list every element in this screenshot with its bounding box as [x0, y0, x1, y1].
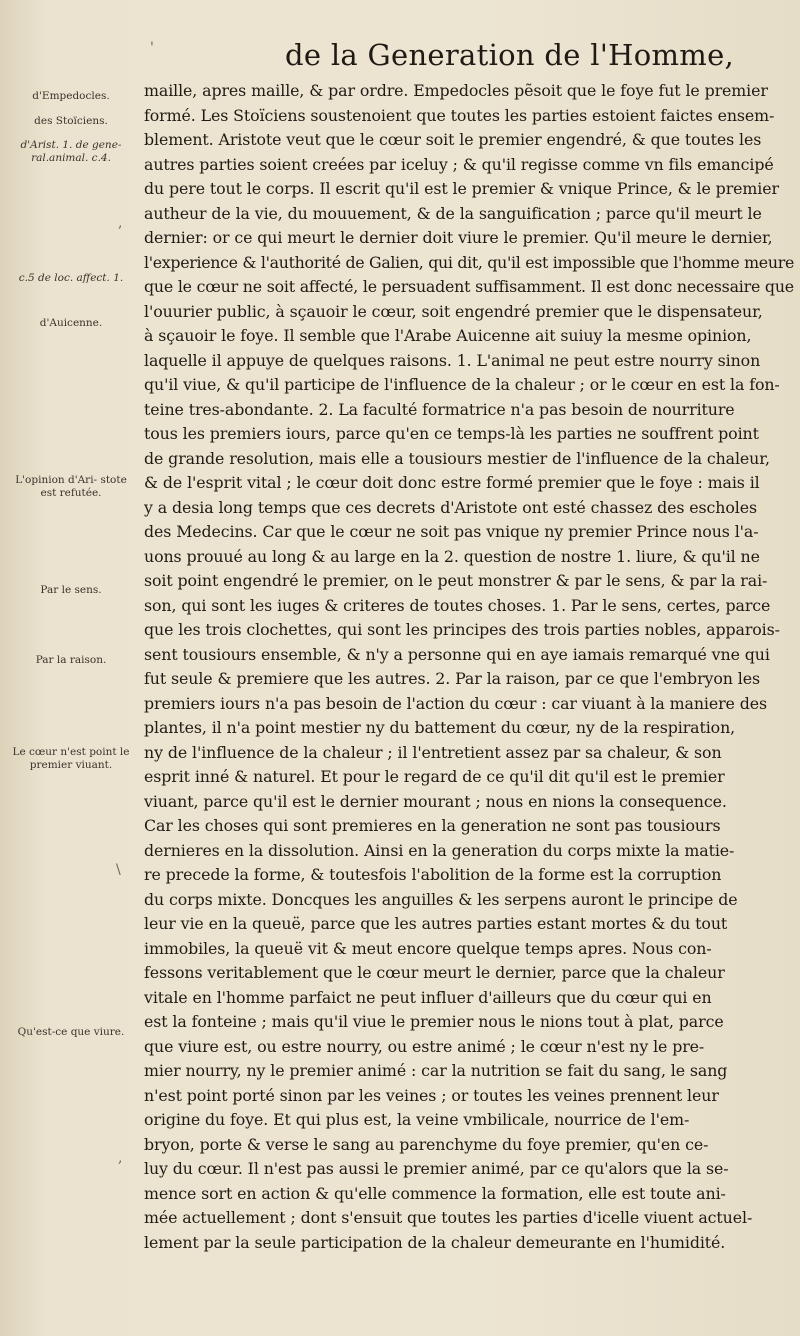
text-line: soit point engendré le premier, on le peut monstrer & par le sens, & par la rai-: [144, 571, 768, 590]
text-line: vitale en l'homme parfaict ne peut influer d'ailleurs que du cœur qui en: [144, 987, 712, 1007]
text-line: dernieres en la dissolution. Ainsi en la generation du corps mixte la matie-: [144, 840, 735, 860]
text-line: n'est point porté sinon par les veines ; or toutes les veines prennent leur: [144, 1085, 719, 1105]
margin-note: Par le sens.: [40, 584, 102, 596]
text-line: dernier: or ce qui meurt le dernier doit viure le premier. Qu'il meure le dernier,: [144, 228, 773, 247]
text-line: des Medecins. Car que le cœur ne soit pas vnique ny premier Prince nous l'a-: [144, 522, 759, 541]
text-line: & de l'esprit vital ; le cœur doit donc estre formé premier que le foye : mais il: [144, 473, 760, 492]
ink-mark: ,: [118, 215, 123, 231]
margin-note: Qu'est-ce que viure.: [17, 1026, 125, 1038]
text-line: Car les choses qui sont premieres en la generation ne sont pas tousiours: [144, 816, 721, 835]
ink-mark: ': [150, 40, 154, 56]
text-line: lement par la seule participation de la chaleur demeurante en l'humidité.: [144, 1232, 726, 1252]
text-line: tous les premiers iours, parce qu'en ce temps-là les parties ne souffrent point: [144, 424, 759, 443]
text-line: blement. Aristote veut que le cœur soit le premier engendré, & que toutes les: [144, 130, 762, 149]
text-line: re precede la forme, & toutesfois l'abolition de la forme est la corruption: [144, 865, 722, 884]
text-line: esprit inné & naturel. Et pour le regard de ce qu'il dit qu'il est le premier: [144, 767, 725, 786]
text-line: sent tousiours ensemble, & n'y a personne qui en aye iamais remarqué vne qui: [144, 644, 770, 664]
text-line: luy du cœur. Il n'est pas aussi le premier animé, par ce qu'alors que la se-: [144, 1159, 729, 1178]
margin-note: c.5 de loc. affect. 1.: [18, 272, 124, 284]
text-line: plantes, il n'a point mestier ny du battement du cœur, ny de la respiration,: [144, 718, 736, 737]
text-line: à sçauoir le foye. Il semble que l'Arabe Auicenne ait suiuy la mesme opinion,: [144, 326, 752, 345]
margin-note: d'Arist. 1. de gene- ral.animal. c.4.: [20, 139, 122, 164]
text-line: du corps mixte. Doncques les anguilles & les serpens auront le principe de: [144, 889, 738, 909]
text-line: uons prouué au long & au large en la 2. question de nostre 1. liure, & qu'il ne: [144, 546, 760, 566]
text-line: bryon, porte & verse le sang au parenchyme du foye premier, qu'en ce-: [144, 1134, 709, 1154]
text-line: l'experience & l'authorité de Galien, qui dit, qu'il est impossible que l'homme meure: [144, 252, 794, 272]
text-line: formé. Les Stoïciens soustenoient que toutes les parties estoient faictes ensem-: [144, 105, 775, 125]
text-line: autres parties soient creées par iceluy ; & qu'il regisse comme vn fils emancipé: [144, 154, 774, 174]
text-line: l'ouurier public, à sçauoir le cœur, soit engendré premier que le dispensateur,: [144, 301, 763, 321]
text-line: que le cœur ne soit affecté, le persuadent suffisamment. Il est donc necessaire que: [144, 277, 794, 296]
margin-note: Par la raison.: [35, 654, 107, 666]
margin-note: Le cœur n'est point le premier viuant.: [12, 746, 130, 771]
text-line: fut seule & premiere que les autres. 2. Par la raison, par ce que l'embryon les: [144, 669, 760, 688]
text-line: premiers iours n'a pas besoin de l'action du cœur : car viuant à la maniere des: [144, 693, 767, 713]
ink-mark: ,: [118, 1150, 123, 1166]
margin-note: d'Empedocles.: [32, 90, 110, 102]
margin-note: d'Auicenne.: [39, 317, 103, 329]
margin-note: L'opinion d'Ari- stote est refutée.: [15, 474, 127, 499]
ink-mark: \: [116, 862, 121, 878]
body-text: [144, 79, 794, 1255]
text-line: mée actuellement ; dont s'ensuit que toutes les parties d'icelle viuent actuel-: [144, 1208, 753, 1227]
text-line: de grande resolution, mais elle a tousiours mestier de l'influence de la chaleur,: [144, 448, 770, 468]
text-line: autheur de la vie, du mouuement, & de la sanguification ; parce qu'il meurt le: [144, 203, 762, 223]
text-line: teine tres-abondante. 2. La faculté formatrice n'a pas besoin de nourriture: [144, 399, 735, 419]
text-line: viuant, parce qu'il est le dernier mourant ; nous en nions la consequence.: [144, 791, 727, 811]
running-head: de la Generation de l'Homme,: [285, 38, 735, 72]
text-line: que viure est, ou estre nourry, ou estre animé ; le cœur n'est ny le pre-: [144, 1036, 705, 1056]
text-line: maille, apres maille, & par ordre. Empedocles pẽsoit que le foye fut le premier: [144, 81, 768, 100]
text-line: est la fonteine ; mais qu'il viue le premier nous le nions tout à plat, parce: [144, 1012, 724, 1031]
text-line: leur vie en la queuë, parce que les autres parties estant mortes & du tout: [144, 914, 728, 933]
margin-note: des Stoïciens.: [34, 115, 108, 127]
text-line: immobiles, la queuë vit & meut encore quelque temps apres. Nous con-: [144, 938, 712, 958]
text-line: fessons veritablement que le cœur meurt le dernier, parce que la chaleur: [144, 963, 725, 982]
text-line: mence sort en action & qu'elle commence la formation, elle est toute ani-: [144, 1183, 726, 1203]
text-line: y a desia long temps que ces decrets d'Aristote ont esté chassez des escholes: [144, 497, 757, 517]
text-line: ny de l'influence de la chaleur ; il l'entretient assez par sa chaleur, & son: [144, 742, 722, 762]
text-line: laquelle il appuye de quelques raisons. 1. L'animal ne peut estre nourry sinon: [144, 350, 761, 370]
text-line: origine du foye. Et qui plus est, la veine vmbilicale, nourrice de l'em-: [144, 1110, 690, 1129]
text-line: que les trois clochettes, qui sont les principes des trois parties nobles, apparois-: [144, 620, 780, 639]
text-line: son, qui sont les iuges & criteres de toutes choses. 1. Par le sens, certes, parce: [144, 595, 771, 615]
text-line: du pere tout le corps. Il escrit qu'il est le premier & vnique Prince, & le premier: [144, 179, 779, 198]
text-line: qu'il viue, & qu'il participe de l'influence de la chaleur ; or le cœur en est la fon-: [144, 375, 780, 394]
text-line: mier nourry, ny le premier animé : car la nutrition se fait du sang, le sang: [144, 1061, 728, 1080]
